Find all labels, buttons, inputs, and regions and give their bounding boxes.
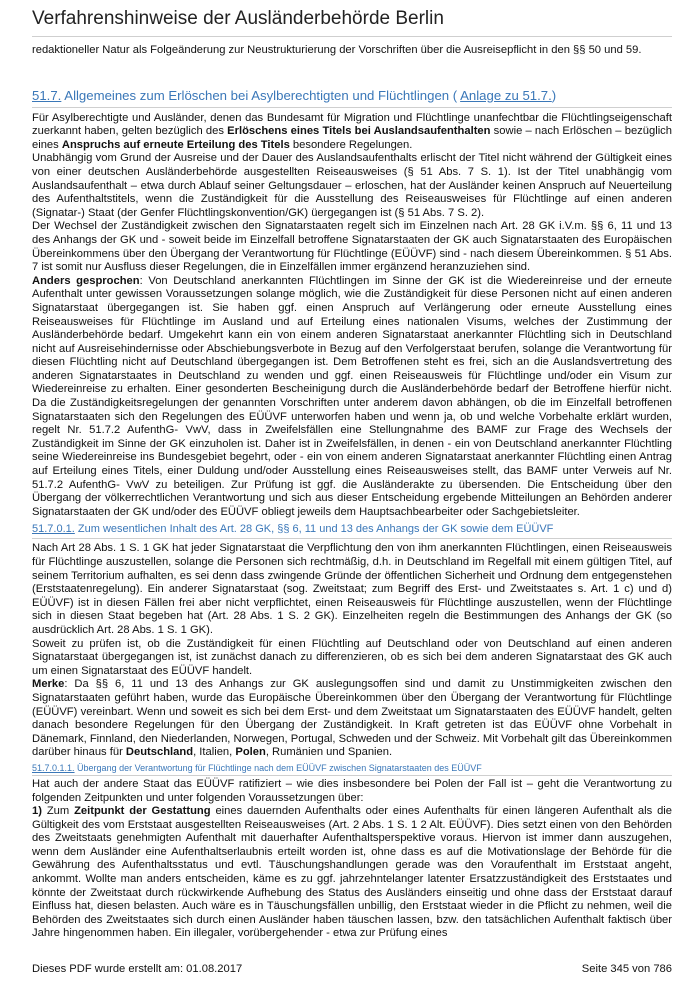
- text: : Von Deutschland anerkannten Flüchtlingen im Sinne der GK ist die Wiedereinreise und der erneute Aufenthalt unter gewissen Voraussetzungen solange möglich, wie die Zuständigkeit für diese Personen nicht auf einen anderen Signatarstaat übergegangen ist. Sie haben ggf. einen Anspruch auf Verlängerung oder erneute Ausstellung eines Reiseausweises für Flüchtlinge im Ausland und auf Erteilung eines nationalen Visums, welches der Zustimmung der Ausländerbehörde bedarf. Umgekehrt kann ein von einem anderen Signatarstaat anerkannter Flüchtling sich in Deutschland nicht auf Ausreisehindernisse oder Abschiebungsverbote in Bezug auf den Verfolgerstaat berufen, solange die Verantwortung für diesen Flüchtling nicht auf Deutschland übergegangen ist. Dem Betroffenen steht es frei, sich an die Auslandsvertretung des anderen Signatarstaates in Deutschland zu wenden und ggf. einen Reiseausweis für Flüchtlinge und/oder ein Visum zur Wiedereinreise zu erhalten. Einer gesonderten Bescheinigung durch die Ausländerbehörde bedarf der Betroffene hierfür nicht. Da die Zuständigkeitsregelungen der genannten Vorschriften unter anderem davon abhängen, ob die im Einzelfall betroffenen Signatarstaaten sich den Regelungen des EÜÜVF unterworfen haben und wenn ja, ob und welche Vorbehalte erklärt wurden, regelt Nr. 51.7.2 AufenthG- VwV, dass in Zweifelsfällen eine Stellungnahme des BAMF zur Frage des Wechsels der Zuständigkeit im Sinne der GK einzuholen ist. Daher ist in Zweifelsfällen, in denen - ein von Deutschland anerkannter Flüchtling seine Wiedereinreise ins Bundesgebiet begehrt, oder - ein von einem anderen Signatarstaat anerkannter Flüchtling einen Antrag auf Erteilung eines Titels, einer Duldung und/oder Ausstellung eines Reiseausweises stellt, das BAMF unter Verweis auf Nr. 51.7.2 AufenthG- VwV zu beteiligen. Zur Prüfung ist ggf. die Ausländerakte zu übersenden. Die Entscheidung über den Übergang der völkerrechtlichen Verantwortung und sich aus dieser Entscheidung ergebende Mitteilungen an Behörden anderer Signatarstaaten der GK und/oder des EÜÜVF obliegt jeweils dem Hauptsachbearbeiter oder Sachgebietsleiter.: [32, 274, 672, 518]
- paragraph-asylum-rules: [32, 112, 672, 153]
- section-title-close: ): [551, 87, 557, 103]
- bold-text: Zeitpunkt der Gestattung: [74, 805, 211, 818]
- subsubsection-number-link[interactable]: 51.7.0.1.1.: [32, 762, 75, 773]
- text: besondere Regelungen.: [289, 138, 413, 151]
- subsubsection-title: Übergang der Verantwortung für Flüchtlinge nach dem EÜÜVF zwischen Signatarstaaten des EÜÜVF: [74, 762, 482, 773]
- pdf-created-date: Dieses PDF wurde erstellt am: 01.08.2017: [32, 963, 243, 975]
- section-title: Allgemeines zum Erlöschen bei Asylberechtigten und Flüchtlingen (: [61, 87, 461, 103]
- text: : Da §§ 6, 11 und 13 des Anhangs zur GK auslegungsoffen sind und damit zu Unstimmigkeiten zwischen den Signatarstaaten geführt haben, wurde das Europäische Übereinkommen über den Übergang der Verantwortung für Flüchtlinge (EÜÜVF) vereinbart. Wenn und soweit es sich bei dem Erst- und dem Zweitstaat um Signatarstaaten des EÜÜVF handelt, gelten danach besondere Regelungen für den Übergang der Zuständigkeit. In Kraft getreten ist das EÜÜVF ohne Vorbehalt in Dänemark, Finnland, den Niederlanden, Norwegen, Portugal, Schweden und der Schweiz. Mit Vorbehalt gilt das Übereinkommen darüber hinaus für: [32, 678, 672, 759]
- paragraph-signatory-check: Soweit zu prüfen ist, ob die Zuständigkeit für einen Flüchtling auf Deutschland oder von Deutschland auf einen anderen Signatarstaat übergegangen ist, ist zunächst danach zu differenzieren, ob es sich bei dem anderen Signatarstaat des GK auch um einen Signatarstaat des EÜÜVF handelt.: [32, 637, 672, 677]
- bold-text: Anspruchs auf erneute Erteilung des Titels: [61, 138, 290, 151]
- intro-paragraph: redaktioneller Natur als Folgeänderung zur Neustrukturierung der Vorschriften über die Ausreisepflicht in den §§ 50 und 59.: [32, 44, 642, 56]
- page-number: Seite 345 von 786: [581, 963, 672, 975]
- paragraph-transfer-intro: Hat auch der andere Staat das EÜÜVF ratifiziert – wie dies insbesondere bei Polen der Fall ist – geht die Verantwortung zu folgenden Zeitpunkten und unter folgenden Voraussetzungen über:: [32, 777, 672, 804]
- subsection-heading-51-7-0-1-1: [32, 763, 672, 776]
- subsection-number-link[interactable]: 51.7.0.1.: [32, 523, 75, 536]
- text: eines dauernden Aufenthalts oder eines Aufenthalts für einen längeren Aufenthalt als die Gültigkeit des vom Erststaat ausgestellten Reiseausweises (Art. 2 Abs. 1 S. 1 2 Alt. EÜÜVF). Dies setzt einen von den Behörden des Zweitstaats genehmigten Aufenthalt mit dauerhafter Aufenthaltsperspektive voraus. Hiervon ist immer dann auszugehen, wenn dem Ausländer eine Aufenthaltserlaubnis erteilt worden ist, ohne dass es auf die Motivationslage der Behörde für die Gewährung des Aufenthaltsstatus und evtl. Täuschungshandlungen gerade was den Voraufenthalt im Erststaat angeht, ankommt. Wollte man anders entscheiden, käme es zu ggf. jahrzehntelanger latenter Ersatzzuständigkeit des Erststaates und könnte der Zweitstaat durch rückwirkende Aufhebung des Status des Ausländers einseitig und ohne dass der Erststaat darauf Einfluss hat, diesen belasten. Auch wäre es in Täuschungsfällen unbillig, den Erststaat wieder in die Pflicht zu nehmen, weil die Behörden des Zweitstaates sich durch einen Ausländer haben täuschen lassen, bzw. den tatsächlichen Aufenthalt faktisch über Jahre hingenommen haben. Ein illegaler, vorübergehender - etwa zur Prüfung eines: [32, 805, 673, 940]
- text: Zum: [41, 805, 75, 818]
- bold-text: Erlöschens eines Titels bei Auslandsaufenthalten: [227, 125, 491, 138]
- section-heading-51-7: [32, 88, 672, 108]
- bold-text: Anders gesprochen: [32, 274, 140, 287]
- section-number-link[interactable]: 51.7.: [32, 87, 62, 103]
- subsection-title: Zum wesentlichen Inhalt des Art. 28 GK, §§ 6, 11 und 13 des Anhangs der GK sowie dem EÜÜVF: [74, 523, 554, 536]
- text: sowie – nach Erlöschen – bezüglich eines: [32, 125, 672, 151]
- paragraph-merke: [32, 678, 672, 760]
- document-title: Verfahrenshinweise der Ausländerbehörde Berlin: [32, 8, 444, 29]
- paragraph-art-28: Nach Art 28 Abs. 1 S. 1 GK hat jeder Signatarstaat die Verpflichtung den von ihm anerkannten Flüchtlingen, einen Reiseausweis für Flüchtlinge auszustellen, solange die Personen sich rechtmäßig, d.h. in Deutschland im Regelfall mit einem gültigen Titel, auf seinem Territorium aufhalten, es sei denn dass zwingende Gründe der öffentlichen Sicherheit und Ordnung dem entgegenstehen (Erststaatenregelung). Ein anderer Signatarstaat (sog. Zweitstaat; zum Begriff des Erst- und Zweitstaates s. Art. 1 c) und d) EÜÜVF) ist in diesen Fällen frei aber nicht verpflichtet, einen Reiseausweis für Flüchtlinge auszustellen, wenn der Flüchtlinge sich in diesen Staat begeben hat (Art. 28 Abs. 1 S. 2 GK). Einzelheiten regeln die Bestimmungen des Anhangs der GK (so ausdrücklich Art. 28 Abs. 1 S. 1 GK).: [32, 542, 672, 636]
- paragraph-travel-document: Unabhängig vom Grund der Ausreise und der Dauer des Auslandsaufenthalts erlischt der Titel nicht während der Gültigkeit eines von einer deutschen Ausländerbehörde ausgestellten Reiseausweises (§ 51 Abs. 7 S. 1). Ist der Titel unabhängig vom Auslandsaufenthalt – etwa durch Ablauf seiner Geltungsdauer – erloschen, hat der Ausländer keinen Anspruch auf Neuerteilung des Aufenthaltstitels, wenn die Zuständigkeit für die Ausstellung des Reiseausweises für Flüchtlinge auf einen anderen (Signatar-) Staat (der Genfer Flüchtlingskonvention/GK) üergegangen ist (§ 51 Abs. 7 S. 2).: [32, 152, 672, 219]
- annex-link[interactable]: Anlage zu 51.7.: [460, 87, 552, 103]
- paragraph-anders-gesprochen: [32, 275, 672, 520]
- subsection-heading-51-7-0-1: [32, 523, 672, 539]
- text: , Italien,: [193, 746, 236, 759]
- page-footer: [32, 963, 672, 975]
- page-header: [32, 8, 672, 37]
- paragraph-responsibility-change: Der Wechsel der Zuständigkeit zwischen den Signatarstaaten regelt sich im Einzelnen nach Art. 28 GK i.V.m. §§ 6, 11 und 13 des Anhangs der GK und - soweit beide im Einzelfall betroffene Signatarstaaten der GK auch Signatarstaaten des Europäischen Übereinkommens über den Übergang der Verantwortung für Flüchtlinge (EÜÜVF) sind - nach diesem Übereinkommen. § 51 Abs. 7 ist somit nur Ausfluss dieser Regelungen, die in Einzelfällen immer ergänzend heranzuziehen sind.: [32, 220, 672, 274]
- paragraph-point-1: [32, 805, 672, 941]
- bold-text: 1): [32, 805, 42, 818]
- bold-text: Merke: [32, 678, 65, 691]
- bold-text: Polen: [235, 746, 266, 759]
- text: Für Asylberechtigte und Ausländer, denen das Bundesamt für Migration und Flüchtlinge unanfechtbar die Flüchtlingseigenschaft zuerkannt haben, gelten bezüglich des: [32, 111, 672, 138]
- bold-text: Deutschland: [125, 746, 194, 759]
- text: , Rumänien und Spanien.: [265, 746, 393, 759]
- document-body: [32, 42, 672, 941]
